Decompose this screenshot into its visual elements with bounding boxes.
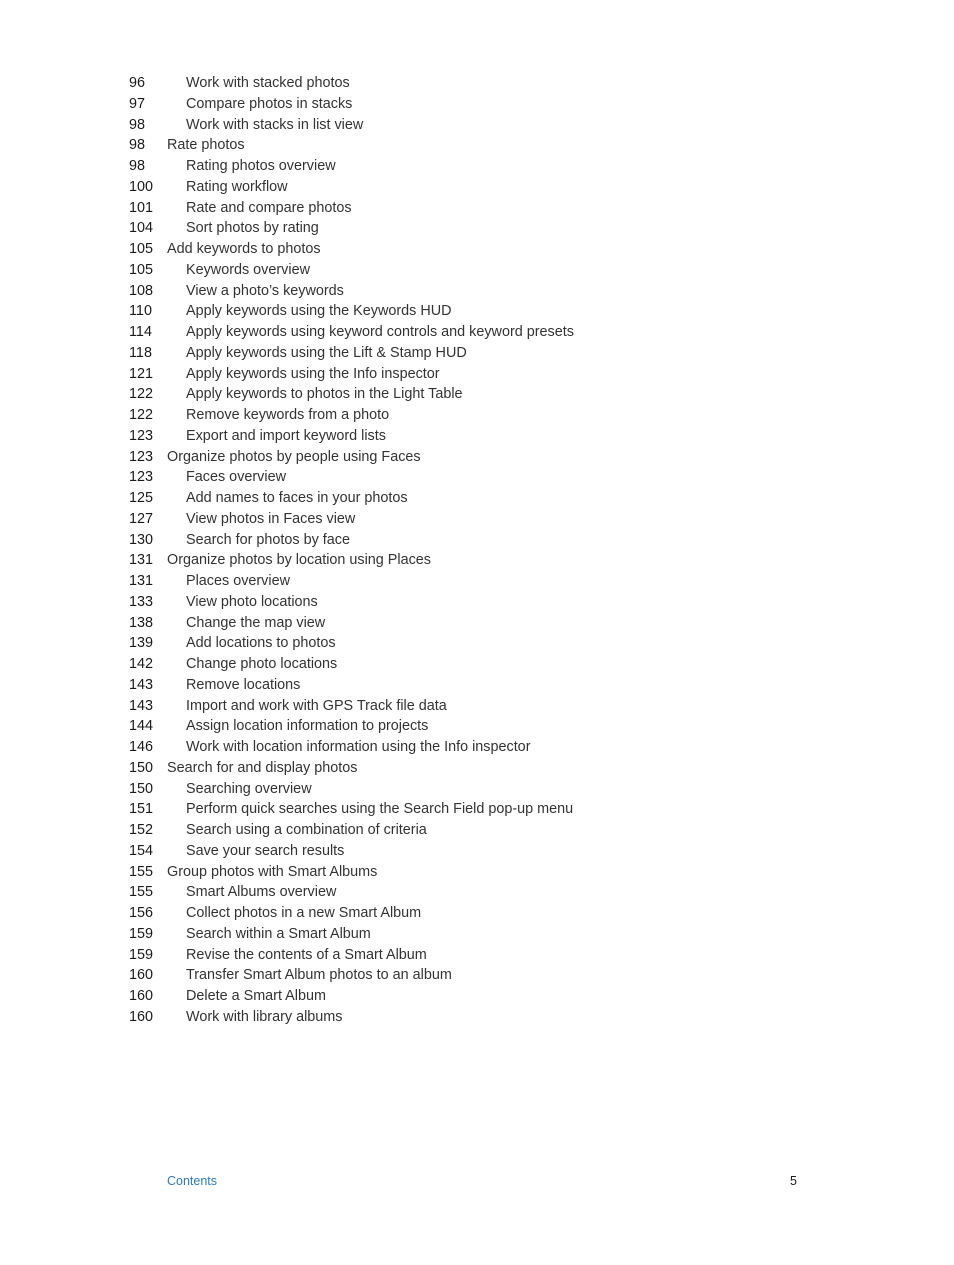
toc-page-number: 123 (129, 448, 154, 465)
toc-page-number: 131 (129, 552, 154, 569)
toc-entry-title[interactable]: Rating workflow (186, 178, 288, 195)
toc-entry-title[interactable]: Apply keywords to photos in the Light Table (186, 386, 463, 403)
toc-entry-title[interactable]: Save your search results (186, 842, 345, 859)
toc-entry-title[interactable]: Rate and compare photos (186, 199, 352, 216)
toc-page-number: 133 (129, 593, 154, 610)
toc-page-number: 156 (129, 905, 154, 921)
toc-entry-title[interactable]: Rating photos overview (186, 158, 336, 174)
toc-page-number: 127 (129, 510, 154, 527)
toc-subsection-entry[interactable] (0, 364, 954, 385)
toc-entry-title[interactable]: Remove locations (186, 676, 301, 693)
toc-entry-title[interactable]: View photos in Faces view (186, 510, 356, 527)
toc-subsection-entry[interactable] (0, 509, 954, 530)
toc-subsection-entry[interactable] (0, 882, 954, 903)
toc-subsection-entry[interactable] (0, 156, 954, 177)
toc-subsection-entry[interactable] (0, 530, 954, 551)
toc-entry-title[interactable]: Places overview (186, 573, 290, 589)
toc-page-number: 150 (129, 780, 154, 797)
toc-page-number: 152 (129, 822, 154, 838)
toc-page-number: 151 (129, 801, 154, 818)
toc-entry-title[interactable]: Organize photos by location using Places (167, 552, 431, 569)
toc-entry-title[interactable]: Faces overview (186, 469, 286, 486)
toc-subsection-entry[interactable] (0, 488, 954, 509)
toc-subsection-entry[interactable] (0, 613, 954, 634)
toc-entry-title[interactable]: Compare photos in stacks (186, 95, 353, 112)
toc-subsection-entry[interactable] (0, 903, 954, 924)
toc-entry-title[interactable]: Change the map view (186, 614, 326, 631)
toc-subsection-entry[interactable] (0, 654, 954, 675)
toc-entry-title[interactable]: Apply keywords using the Info inspector (186, 365, 440, 382)
toc-entry-title[interactable]: Assign location information to projects (186, 718, 429, 735)
toc-section-entry[interactable] (0, 239, 954, 260)
toc-entry-title[interactable]: Search using a combination of criteria (186, 822, 427, 838)
toc-page-number: 130 (129, 531, 154, 548)
toc-entry-title[interactable]: Perform quick searches using the Search Field pop-up menu (186, 801, 574, 818)
toc-page-number: 122 (129, 386, 154, 403)
toc-entry-title[interactable]: Work with library albums (186, 1008, 343, 1025)
toc-subsection-entry[interactable] (0, 467, 954, 488)
toc-page-number: 97 (129, 95, 146, 112)
toc-entry-title[interactable]: Work with location information using the Info inspector (186, 739, 531, 755)
toc-subsection-entry[interactable] (0, 115, 954, 136)
toc-page-number: 143 (129, 697, 154, 714)
toc-page-number: 150 (129, 759, 154, 776)
toc-entry-title[interactable]: Organize photos by people using Faces (167, 448, 421, 465)
toc-entry-title[interactable]: Delete a Smart Album (186, 988, 326, 1004)
toc-entry-title[interactable]: View a photo’s keywords (186, 282, 344, 299)
toc-subsection-entry[interactable] (0, 218, 954, 239)
toc-subsection-entry[interactable] (0, 716, 954, 737)
toc-page-number: 154 (129, 842, 154, 859)
toc-page-number: 114 (129, 324, 152, 340)
footer-page-number: 5 (790, 1174, 797, 1188)
toc-subsection-entry[interactable] (0, 841, 954, 862)
toc-page-number: 118 (129, 344, 152, 361)
toc-entry-title[interactable]: Search for and display photos (167, 759, 358, 776)
toc-subsection-entry[interactable] (0, 405, 954, 426)
toc-page-number: 159 (129, 925, 154, 942)
toc-subsection-entry[interactable] (0, 260, 954, 281)
toc-subsection-entry[interactable] (0, 592, 954, 613)
toc-entry-title[interactable]: Rate photos (167, 137, 245, 154)
toc-page-number: 98 (129, 116, 146, 133)
toc-page-number: 146 (129, 739, 154, 755)
toc-subsection-entry[interactable] (0, 820, 954, 841)
toc-subsection-entry[interactable] (0, 301, 954, 322)
toc-page-number: 155 (129, 884, 154, 901)
toc-subsection-entry[interactable] (0, 198, 954, 219)
toc-section-entry[interactable] (0, 447, 954, 468)
toc-subsection-entry[interactable] (0, 945, 954, 966)
toc-subsection-entry[interactable] (0, 737, 954, 758)
toc-entry-title[interactable]: Apply keywords using keyword controls and keyword presets (186, 324, 574, 340)
toc-page-number: 100 (129, 178, 154, 195)
toc-page-number: 155 (129, 863, 154, 880)
footer-section-link[interactable]: Contents (167, 1174, 218, 1188)
toc-page-number: 101 (129, 199, 154, 216)
toc-subsection-entry[interactable] (0, 384, 954, 405)
toc-entry-title[interactable]: Collect photos in a new Smart Album (186, 905, 422, 921)
toc-entry-title[interactable]: Change photo locations (186, 656, 338, 672)
toc-entry-title[interactable]: Keywords overview (186, 261, 310, 278)
toc-subsection-entry[interactable] (0, 177, 954, 198)
toc-entry-title[interactable]: Apply keywords using the Lift & Stamp HUD (186, 344, 467, 361)
toc-entry-title[interactable]: Transfer Smart Album photos to an album (186, 967, 452, 984)
toc-entry-title[interactable]: Work with stacked photos (186, 75, 350, 91)
toc-page-number: 125 (129, 490, 154, 506)
toc-entry-title[interactable]: Group photos with Smart Albums (167, 863, 378, 880)
toc-page-number: 121 (129, 365, 154, 382)
toc-subsection-entry[interactable] (0, 343, 954, 364)
toc-entry-title[interactable]: Export and import keyword lists (186, 427, 386, 444)
toc-page-number: 143 (129, 676, 154, 693)
toc-page-number: 123 (129, 469, 154, 486)
table-of-contents (0, 73, 954, 1028)
toc-page-number: 159 (129, 946, 154, 963)
toc-page-number: 105 (129, 261, 154, 278)
toc-entry-title[interactable]: Search within a Smart Album (186, 925, 371, 942)
toc-page-number: 122 (129, 407, 154, 423)
toc-page-number: 160 (129, 1008, 154, 1025)
toc-subsection-entry[interactable] (0, 799, 954, 820)
toc-page-number: 108 (129, 282, 154, 299)
toc-entry-title[interactable]: Revise the contents of a Smart Album (186, 946, 427, 963)
toc-subsection-entry[interactable] (0, 965, 954, 986)
toc-entry-title[interactable]: Add names to faces in your photos (186, 490, 408, 506)
toc-page-number: 131 (129, 573, 154, 589)
toc-subsection-entry[interactable] (0, 322, 954, 343)
toc-subsection-entry[interactable] (0, 696, 954, 717)
toc-page-number: 104 (129, 220, 154, 237)
toc-page-number: 160 (129, 967, 154, 984)
toc-subsection-entry[interactable] (0, 779, 954, 800)
toc-subsection-entry[interactable] (0, 986, 954, 1007)
toc-page-number: 139 (129, 635, 154, 652)
toc-entry-title[interactable]: Sort photos by rating (186, 220, 319, 237)
toc-page-number: 123 (129, 427, 154, 444)
toc-page-number: 96 (129, 75, 146, 91)
toc-entry-title[interactable]: Import and work with GPS Track file data (186, 697, 447, 714)
toc-page-number: 105 (129, 241, 154, 257)
toc-entry-title[interactable]: Apply keywords using the Keywords HUD (186, 303, 452, 320)
toc-subsection-entry[interactable] (0, 924, 954, 945)
toc-entry-title[interactable]: Searching overview (186, 780, 312, 797)
toc-section-entry[interactable] (0, 862, 954, 883)
toc-entry-title[interactable]: View photo locations (186, 593, 318, 610)
toc-subsection-entry[interactable] (0, 675, 954, 696)
toc-page-number: 98 (129, 137, 146, 154)
toc-entry-title[interactable]: Smart Albums overview (186, 884, 337, 901)
toc-entry-title[interactable]: Search for photos by face (186, 531, 350, 548)
toc-subsection-entry[interactable] (0, 426, 954, 447)
toc-subsection-entry[interactable] (0, 73, 954, 94)
toc-subsection-entry[interactable] (0, 281, 954, 302)
toc-entry-title[interactable]: Add locations to photos (186, 635, 336, 652)
toc-section-entry[interactable] (0, 758, 954, 779)
toc-page-number: 138 (129, 614, 154, 631)
toc-subsection-entry[interactable] (0, 1007, 954, 1028)
toc-subsection-entry[interactable] (0, 633, 954, 654)
toc-page-number: 160 (129, 988, 154, 1004)
toc-entry-title[interactable]: Add keywords to photos (167, 241, 321, 257)
toc-page-number: 110 (129, 303, 152, 320)
toc-page-number: 98 (129, 158, 146, 174)
toc-entry-title[interactable]: Remove keywords from a photo (186, 407, 390, 423)
toc-subsection-entry[interactable] (0, 94, 954, 115)
toc-section-entry[interactable] (0, 135, 954, 156)
toc-page-number: 142 (129, 656, 154, 672)
toc-section-entry[interactable] (0, 550, 954, 571)
toc-entry-title[interactable]: Work with stacks in list view (186, 116, 364, 133)
toc-page-number: 144 (129, 718, 154, 735)
toc-subsection-entry[interactable] (0, 571, 954, 592)
